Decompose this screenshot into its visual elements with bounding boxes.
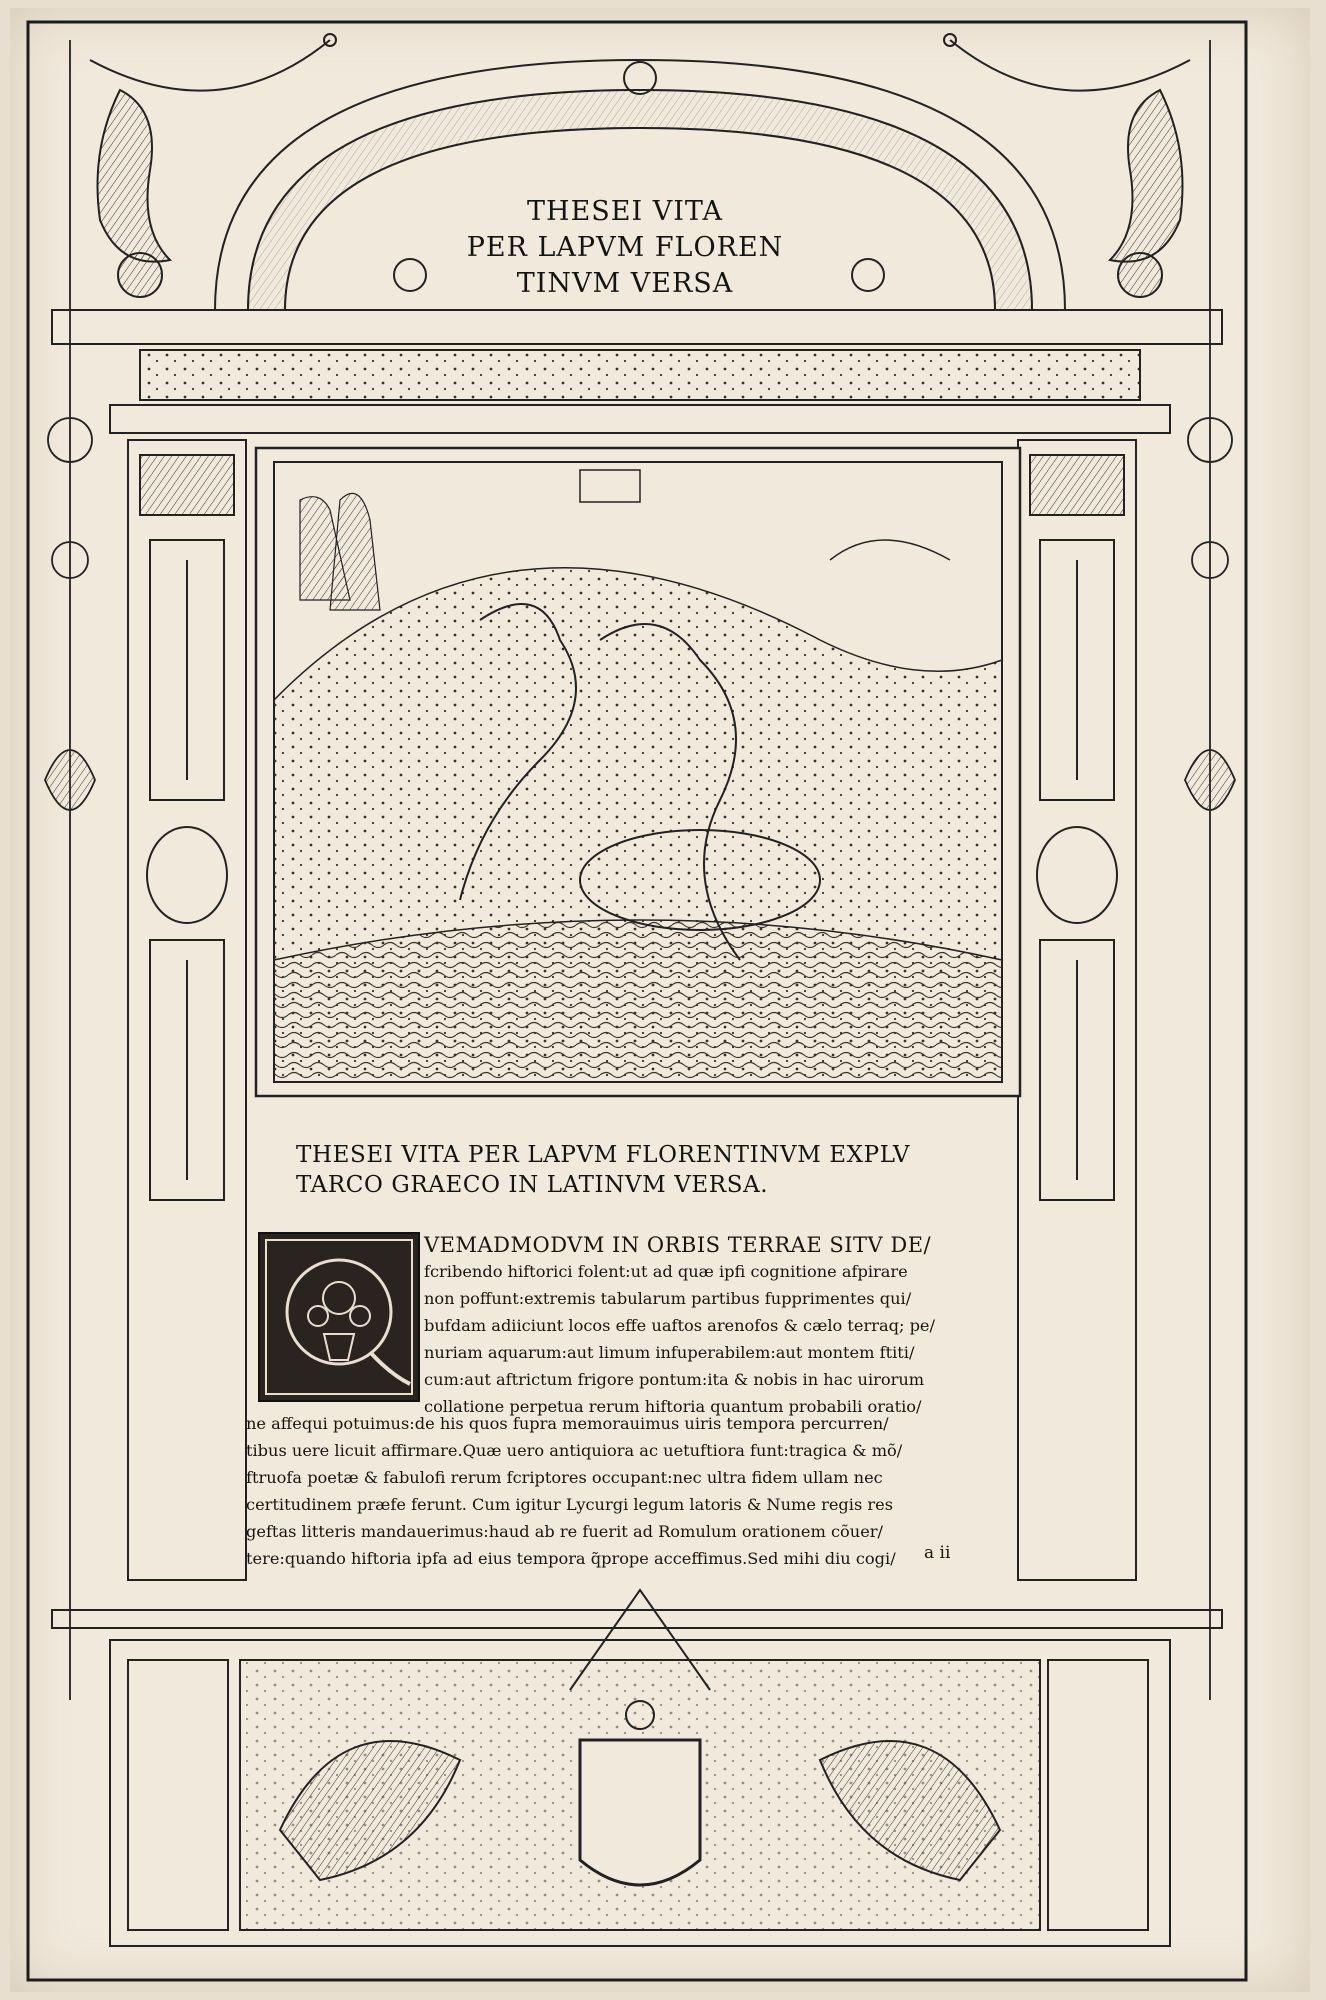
bottom-frieze bbox=[52, 1590, 1222, 1946]
title-line: PER LAPVM FLOREN bbox=[466, 232, 784, 263]
text-line: certitudinem præfe ferunt. Cum igitur Lycurgi legum latoris & Nume regis res bbox=[246, 1495, 894, 1515]
text-line: cum:aut aftrictum frigore pontum:ita & nobis in hac uirorum bbox=[424, 1370, 925, 1390]
text-line: ne affequi potuimus:de his quos fupra memorauimus uiris tempora percurren/ bbox=[246, 1414, 889, 1433]
opening-line: VEMADMODVM IN ORBIS TERRAE SITV DE/ bbox=[424, 1233, 932, 1257]
text-line: bufdam adiiciunt locos effe uaftos arenofos & cælo terraq; pe/ bbox=[424, 1316, 935, 1336]
decorated-initial-q bbox=[258, 1232, 420, 1402]
body-text-indented bbox=[424, 1258, 1024, 1421]
eagle-left-icon bbox=[98, 90, 171, 297]
shield-icon bbox=[580, 1740, 700, 1885]
left-column bbox=[128, 440, 246, 1580]
text-line: tere:quando hiftoria ipfa ad eius tempora q̃prope acceffimus.Sed mihi diu cogi/ bbox=[246, 1549, 896, 1569]
body-text-full-width bbox=[246, 1410, 1028, 1573]
entablature bbox=[52, 310, 1222, 433]
right-column bbox=[1018, 440, 1136, 1580]
title-line: THESEI VITA bbox=[527, 196, 723, 227]
text-line: geftas litteris mandauerimus:haud ab re fuerit ad Romulum orationem cõuer/ bbox=[246, 1522, 883, 1542]
heading-line: TARCO GRAECO IN LATINVM VERSA. bbox=[296, 1172, 769, 1198]
text-line: nuriam aquarum:aut limum infuperabilem:aut montem ftiti/ bbox=[424, 1343, 915, 1363]
eagle-right-icon bbox=[1110, 90, 1183, 297]
heading-line: THESEI VITA PER LAPVM FLORENTINVM EXPLV bbox=[296, 1142, 911, 1168]
text-line: fcribendo hiftorici folent:ut ad quæ ipfi cognitione afpirare bbox=[424, 1262, 908, 1281]
woodcut-illustration bbox=[256, 448, 1020, 1096]
title-line: TINVM VERSA bbox=[516, 268, 734, 299]
text-line: tibus uere licuit affirmare.Quæ uero antiquiora ac uetuftiora funt:tragica & mõ/ bbox=[246, 1441, 903, 1461]
section-heading bbox=[296, 1140, 1036, 1200]
text-line: ftruofa poetæ & fabulofi rerum fcriptores occupant:nec ultra fidem ullam nec bbox=[246, 1468, 883, 1488]
text-line: collatione perpetua rerum hiftoria quantum probabili oratio/ bbox=[424, 1397, 922, 1417]
text-line: non poffunt:extremis tabularum partibus fupprimentes qui/ bbox=[424, 1289, 912, 1309]
signature-mark: a ii bbox=[924, 1543, 951, 1563]
page-title bbox=[460, 194, 790, 302]
